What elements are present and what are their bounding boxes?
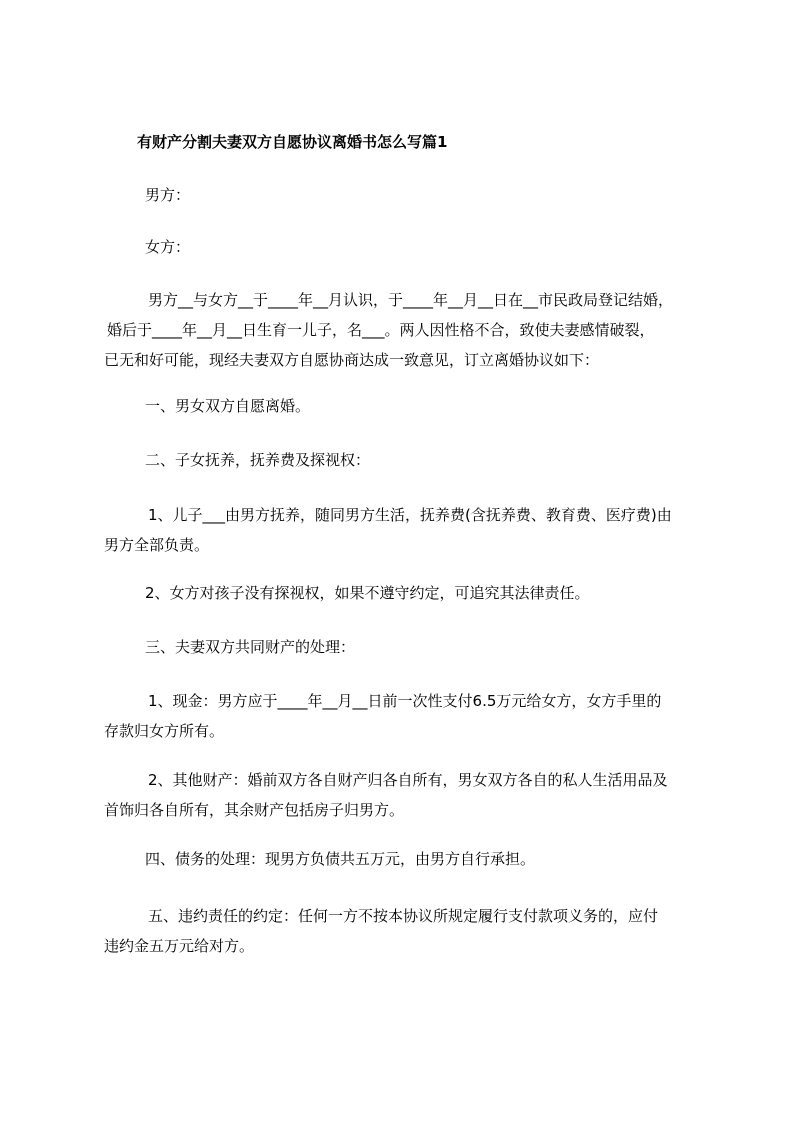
clause-2	[104, 445, 704, 475]
intro-paragraph	[104, 285, 704, 375]
intro-line-3: 已无和好可能，现经夫妻双方自愿协商达成一致意见，订立离婚协议如下：	[104, 351, 600, 369]
intro-line-1: 男方__与女方__于____年__月认识，于____年__月__日在__市民政局登记结婚，	[148, 291, 674, 309]
clause-1	[104, 391, 704, 421]
clause-3-item-2-line-2: 首饰归各自所有，其余财产包括房子归男方。	[104, 801, 405, 819]
clause-1-text: 一、男女双方自愿离婚。	[145, 397, 311, 415]
intro-line-2: 婚后于____年__月__日生育一儿子，名___。两人因性格不合，致使夫妻感情破裂，	[107, 321, 655, 339]
male-party-label	[104, 180, 704, 210]
clause-3-item-2-line-1: 2、其他财产：婚前双方各自财产归各自所有，男女双方各自的私人生活用品及	[148, 771, 668, 789]
female-party-label	[104, 232, 704, 262]
clause-3	[104, 632, 704, 662]
clause-5-line-1: 五、违约责任的约定：任何一方不按本协议所规定履行支付款项义务的，应付	[148, 907, 659, 925]
clause-3-item-2	[104, 765, 704, 825]
clause-2-item-1	[104, 500, 704, 560]
female-label-text: 女方：	[145, 238, 191, 256]
clause-3-text: 三、夫妻双方共同财产的处理：	[145, 638, 356, 656]
clause-2-text: 二、子女抚养，抚养费及探视权：	[145, 451, 371, 469]
clause-3-item-1-line-2: 存款归女方所有。	[104, 722, 225, 740]
clause-4-text: 四、债务的处理：现男方负债共五万元，由男方自行承担。	[145, 850, 536, 868]
clause-5	[104, 901, 704, 961]
clause-2-item-1-line-1: 1、儿子___由男方抚养，随同男方生活，抚养费(含抚养费、教育费、医疗费)由	[148, 506, 672, 524]
clause-3-item-1-line-1: 1、现金：男方应于____年__月__日前一次性支付6.5万元给女方，女方手里的	[148, 692, 662, 710]
male-label-text: 男方：	[145, 186, 191, 204]
clause-2-item-2-text: 2、女方对孩子没有探视权，如果不遵守约定，可追究其法律责任。	[145, 584, 590, 602]
clause-4	[104, 844, 704, 874]
clause-5-line-2: 违约金五万元给对方。	[104, 937, 255, 955]
clause-3-item-1	[104, 686, 704, 746]
clause-2-item-2	[104, 578, 704, 608]
document-title: 有财产分割夫妻双方自愿协议离婚书怎么写篇1	[137, 133, 448, 151]
clause-2-item-1-line-2: 男方全部负责。	[104, 536, 210, 554]
